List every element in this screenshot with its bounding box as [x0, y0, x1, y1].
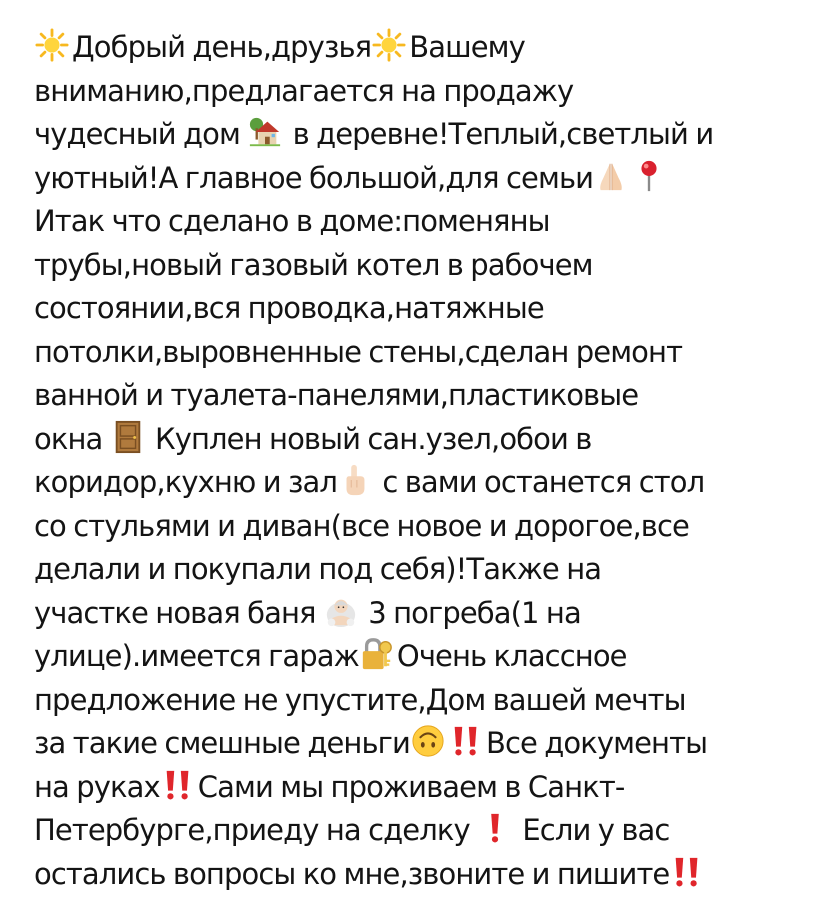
text-line [34, 200, 804, 244]
pin-icon [632, 159, 666, 193]
text-segment: состоянии,вся проводка,натяжные [34, 291, 544, 325]
text-line [34, 505, 804, 549]
text-segment: в деревне!Теплый,светлый и [285, 117, 714, 151]
text-segment: Все документы [485, 726, 708, 760]
text-line [34, 766, 804, 810]
sun-icon [372, 28, 406, 62]
text-segment: трубы,новый газовый котел в рабочем [34, 247, 593, 282]
text-line [34, 592, 804, 636]
sun-icon [35, 28, 69, 62]
text-segment: с вами останется стол [375, 465, 705, 499]
text-segment: уютный!А главное большой,для семьи [34, 160, 594, 195]
text-segment: Куплен новый сан.узел,обои в [147, 421, 592, 456]
text-line [34, 331, 804, 375]
text-segment: участке новая баня [34, 595, 323, 630]
text-segment: 3 погреба(1 на [360, 595, 581, 630]
door-icon [111, 420, 145, 454]
text-segment: на руках [34, 769, 160, 804]
text-line [34, 244, 804, 288]
text-line [34, 722, 804, 766]
text-segment: ванной и туалета-панелями,пластиковые [34, 378, 639, 412]
text-segment: улице).имеется гараж [34, 639, 359, 673]
text-segment: за такие смешные деньги [34, 726, 410, 760]
upside-down-face-icon [411, 724, 445, 758]
text-segment: Очень классное [396, 639, 627, 673]
text-line [34, 113, 804, 157]
text-segment: остались вопросы ко мне,звоните и пишите [34, 856, 670, 891]
text-line [34, 809, 804, 853]
pointing-up-icon [338, 463, 372, 497]
text-segment: предложение не упустите,Дом вашей мечты [34, 682, 686, 717]
text-segment: Если у вас [515, 813, 670, 847]
text-segment: со стульями и диван(все новое и дорогое,все [34, 508, 689, 543]
text-line [34, 157, 804, 201]
text-line [34, 461, 804, 505]
text-line [34, 287, 804, 331]
text-line [34, 374, 804, 418]
text-segment: чудесный дом [34, 117, 248, 151]
text-segment: Вашему [409, 30, 525, 64]
text-line [34, 26, 804, 70]
text-line [34, 679, 804, 723]
exclamation-icon [478, 811, 512, 845]
praying-hands-icon [594, 159, 628, 193]
person-in-steam-icon [324, 594, 358, 628]
text-line [34, 70, 804, 114]
double-exclamation-icon [670, 855, 704, 889]
text-line [34, 853, 804, 897]
text-line [34, 418, 804, 462]
text-segment: Петербурге,приеду на сделку [34, 813, 478, 847]
double-exclamation-icon [161, 768, 195, 802]
text-segment: делали и покупали под себя)!Также на [34, 552, 602, 586]
lock-with-key-icon [360, 637, 394, 671]
double-exclamation-icon [449, 724, 483, 758]
text-segment: потолки,выровненные стены,сделан ремонт [34, 334, 683, 369]
text-line [34, 635, 804, 679]
text-segment: Сами мы проживаем в Санкт- [197, 769, 625, 804]
text-segment: окна [34, 421, 110, 456]
text-line [34, 548, 804, 592]
text-segment: Итак что сделано в доме:поменяны [34, 204, 550, 238]
text-segment: Добрый день,друзья [72, 30, 372, 64]
text-segment: коридор,кухню и зал [34, 465, 338, 499]
text-segment: вниманию,предлагается на продажу [34, 73, 574, 108]
house-icon [248, 115, 282, 149]
post-text [34, 26, 804, 901]
